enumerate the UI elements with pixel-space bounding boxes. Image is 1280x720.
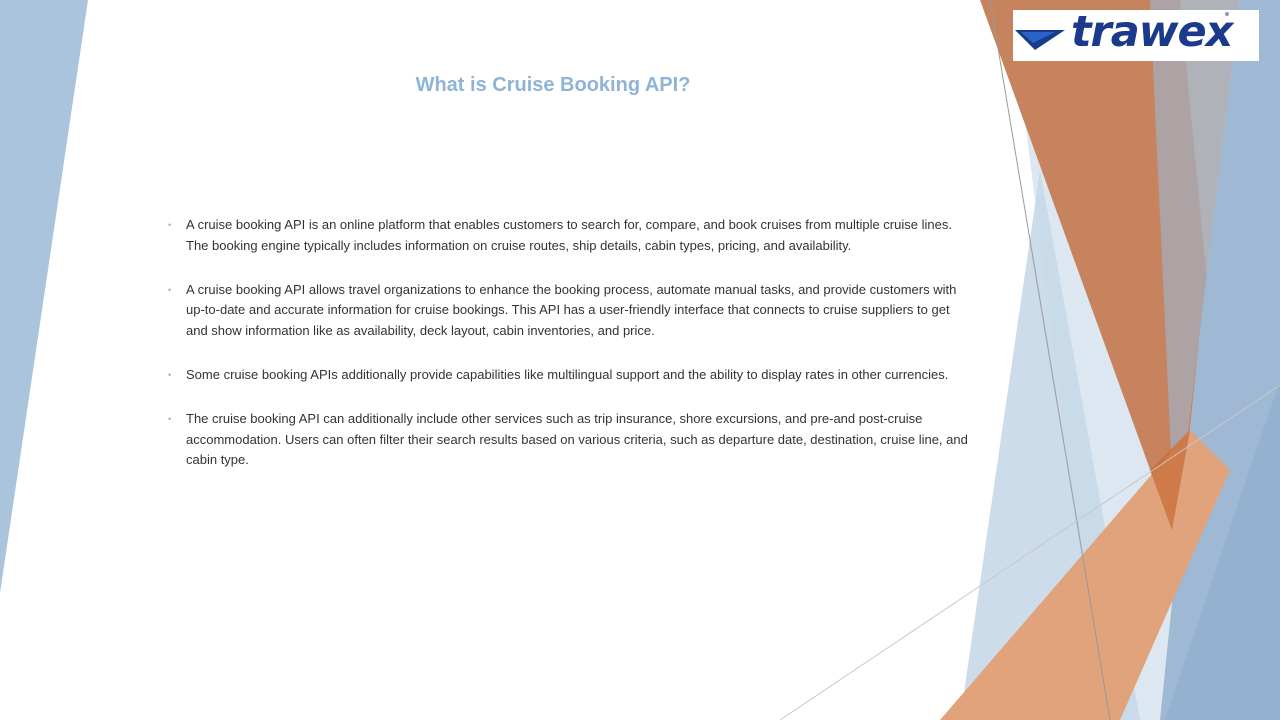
bullet-dot-icon: • [168,220,172,230]
logo-wordmark: trawex [1071,7,1233,57]
bullet-text: A cruise booking API is an online platform that enables customers to search for, compare, and book cruises from multiple cruise lines. The booking engine typically includes information on cruise routes, ship details, cabin types, pricing, and availability. [186,217,952,253]
bullet-text: A cruise booking API allows travel organizations to enhance the booking process, automate manual tasks, and provide customers with up-to-date and accurate information for cruise bookings. This API has a user-friendly interface that connects to cruise suppliers to get and show information like as availability, deck layout, cabin inventories, and price. [186,281,957,339]
list-item [168,365,968,386]
list-item [168,409,968,471]
slide-title: What is Cruise Booking API? [415,74,691,96]
left-blue-wedge [0,0,88,593]
bullet-dot-icon: • [168,369,172,380]
trawex-logo [1013,7,1259,61]
list-item [168,280,968,342]
bullet-text: The cruise booking API can additionally include other services such as trip insurance, shore excursions, and pre-and post-cruise accommodation. Users can often filter their search results based on various criteria, such as departure date, destination, cruise line, and cabin type. [186,410,968,468]
bullet-dot-icon: • [168,413,172,424]
bullet-dot-icon: • [168,284,172,295]
bullet-list [168,215,968,494]
bullet-text: Some cruise booking APIs additionally provide capabilities like multilingual support and the ability to display rates in other currencies. [186,366,949,382]
list-item [168,215,968,257]
